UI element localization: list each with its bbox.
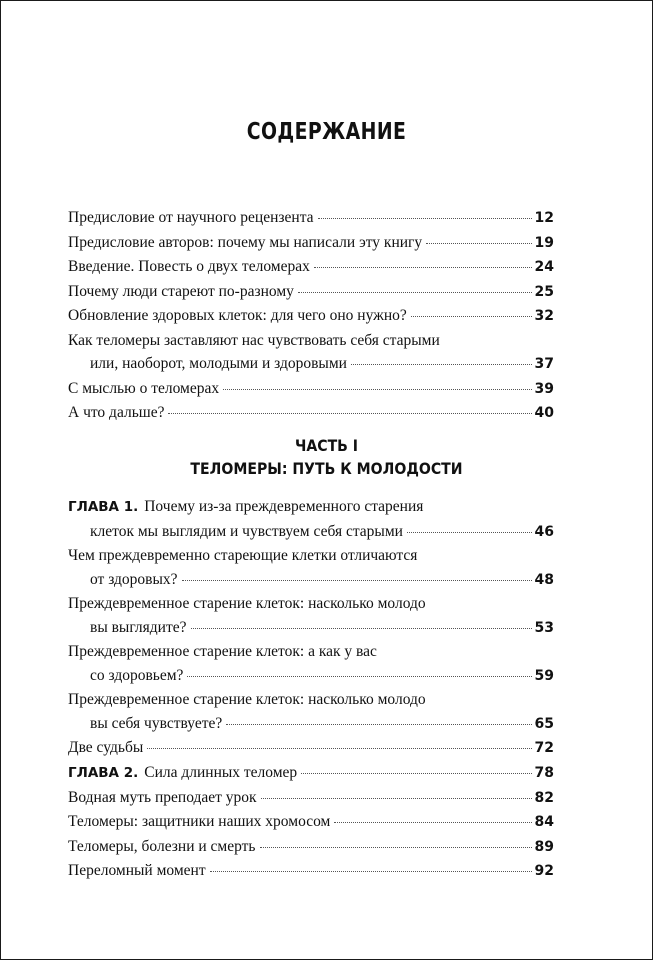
toc-entry-line <box>68 640 554 664</box>
page-number: 32 <box>534 308 554 324</box>
dot-leader <box>298 292 532 293</box>
toc-entry-text: от здоровых? <box>90 570 178 588</box>
page-number: 89 <box>534 838 554 855</box>
toc-entry-line <box>68 231 554 256</box>
toc-entry-line <box>68 304 554 329</box>
dot-leader <box>260 847 532 848</box>
section-entry <box>68 640 554 688</box>
page-number: 48 <box>534 571 554 588</box>
part-title: ТЕЛОМЕРЫ: ПУТЬ К МОЛОДОСТИ <box>190 459 463 478</box>
toc-entry-line <box>68 352 554 377</box>
toc-entry-line <box>68 544 554 568</box>
toc-entry-line <box>68 520 554 545</box>
intro-entry <box>68 401 554 426</box>
toc-entry-line <box>68 329 554 353</box>
dot-leader <box>223 389 531 390</box>
toc-entry-line <box>68 688 554 712</box>
toc-entry-line <box>68 761 554 786</box>
toc-entry-text: Как теломеры заставляют нас чувствовать себя старыми <box>68 331 440 349</box>
toc-entry-line <box>68 712 554 737</box>
section-entry <box>68 736 554 761</box>
toc-entry-text: Преждевременное старение клеток: насколько молодо <box>68 595 426 612</box>
intro-entry <box>68 231 554 256</box>
toc-entry-text: вы выглядите? <box>90 618 187 636</box>
toc-entry-text: Почему из-за преждевременного старения <box>144 498 424 515</box>
toc-entry-line <box>68 736 554 761</box>
dot-leader <box>314 267 532 268</box>
intro-entry <box>68 206 554 231</box>
toc-entry-line <box>68 495 554 520</box>
page-number: 39 <box>534 380 554 397</box>
toc-entry-line <box>68 810 554 835</box>
page-number: 59 <box>534 667 554 684</box>
toc-entry-line <box>68 835 554 860</box>
chapter-label: ГЛАВА 1. <box>68 499 139 515</box>
toc-entry-text: или, наоборот, молодыми и здоровыми <box>90 355 347 372</box>
section-entry <box>68 810 554 835</box>
section-entry <box>68 544 554 592</box>
chapter-heading <box>68 761 554 786</box>
section-entry <box>68 786 554 811</box>
dot-leader <box>407 532 532 533</box>
intro-entry <box>68 280 554 305</box>
toc-entry-text: Теломеры: защитники наших хромосом <box>68 813 331 830</box>
page-number: 65 <box>534 715 554 732</box>
dot-leader <box>411 316 532 317</box>
page-number: 82 <box>534 789 554 806</box>
toc-entry-text: со здоровьем? <box>90 666 184 684</box>
dot-leader <box>147 748 531 749</box>
dot-leader <box>426 243 531 244</box>
toc-entry-text: Преждевременное старение клеток: насколько молодо <box>68 691 426 708</box>
toc-entry-text: Почему люди стареют по-разному <box>68 282 294 300</box>
toc-entry-line <box>68 664 554 689</box>
toc-entry-text: Две судьбы <box>68 739 144 756</box>
dot-leader <box>191 628 532 629</box>
toc-title: СОДЕРЖАНИЕ <box>246 119 407 145</box>
page-number: 24 <box>534 259 554 275</box>
toc-entry-text: Предисловие от научного рецензента <box>68 209 314 226</box>
chapter-label: ГЛАВА 2. <box>68 765 139 781</box>
section-entry <box>68 835 554 860</box>
page-number: 37 <box>534 356 554 372</box>
toc-entry-line <box>68 255 554 280</box>
toc-entry-text: Обновление здоровых клеток: для чего оно нужно? <box>68 307 407 324</box>
dot-leader <box>301 773 531 774</box>
toc-entry-text: вы себя чувствуете? <box>90 714 223 732</box>
page-number: 72 <box>534 740 554 756</box>
toc-entry-line <box>68 859 554 884</box>
intro-entries <box>68 206 554 426</box>
toc-entry-text: А что дальше? <box>68 404 165 421</box>
toc-entry-text: Теломеры, болезни и смерть <box>68 837 256 855</box>
dot-leader <box>187 676 531 677</box>
toc-entry-text: Чем преждевременно стареющие клетки отличаются <box>68 547 418 564</box>
section-entry <box>68 592 554 640</box>
page-number: 92 <box>534 863 554 879</box>
dot-leader <box>226 724 531 725</box>
toc-entry-text: Сила длинных теломер <box>144 764 298 781</box>
toc-entry-line <box>68 377 554 402</box>
page-number: 12 <box>534 210 554 226</box>
dot-leader <box>210 871 532 872</box>
chapter-1-entries <box>68 495 554 761</box>
page-number: 53 <box>534 619 554 636</box>
intro-entry <box>68 304 554 329</box>
page-number: 19 <box>534 234 554 251</box>
intro-entry <box>68 255 554 280</box>
chapter-2-entries <box>68 761 554 884</box>
toc-entry-line <box>68 280 554 305</box>
page-number: 46 <box>534 523 554 540</box>
dot-leader <box>168 413 531 414</box>
dot-leader <box>261 798 532 799</box>
toc-entry-text: Введение. Повесть о двух теломерах <box>68 258 310 275</box>
toc-entry-text: Переломный момент <box>68 862 206 879</box>
intro-entry <box>68 377 554 402</box>
chapter-heading <box>68 495 554 544</box>
toc-entry-text: Предисловие авторов: почему мы написали эту книгу <box>68 233 423 251</box>
toc-entry-text: клеток мы выглядим и чувствуем себя старыми <box>90 522 403 540</box>
page-number: 78 <box>534 765 554 781</box>
toc-entry-text: Водная муть преподает урок <box>68 788 257 806</box>
dot-leader <box>351 364 532 365</box>
section-entry <box>68 688 554 736</box>
toc-entry-line <box>68 206 554 231</box>
part-label: ЧАСТЬ I <box>294 436 359 455</box>
page-number: 40 <box>534 405 554 421</box>
dot-leader <box>318 218 532 219</box>
toc-entry-line <box>68 401 554 426</box>
toc-entry-line <box>68 786 554 811</box>
toc-entry-line <box>68 568 554 593</box>
toc-entry-line <box>68 592 554 616</box>
toc-entry-line <box>68 616 554 641</box>
dot-leader <box>182 580 532 581</box>
page-number: 84 <box>534 814 554 830</box>
dot-leader <box>334 822 531 823</box>
toc-entry-text: С мыслью о теломерах <box>68 379 220 397</box>
toc-entry-text: Преждевременное старение клеток: а как у вас <box>68 643 377 660</box>
intro-entry <box>68 329 554 377</box>
section-entry <box>68 859 554 884</box>
page-number: 25 <box>534 283 554 300</box>
